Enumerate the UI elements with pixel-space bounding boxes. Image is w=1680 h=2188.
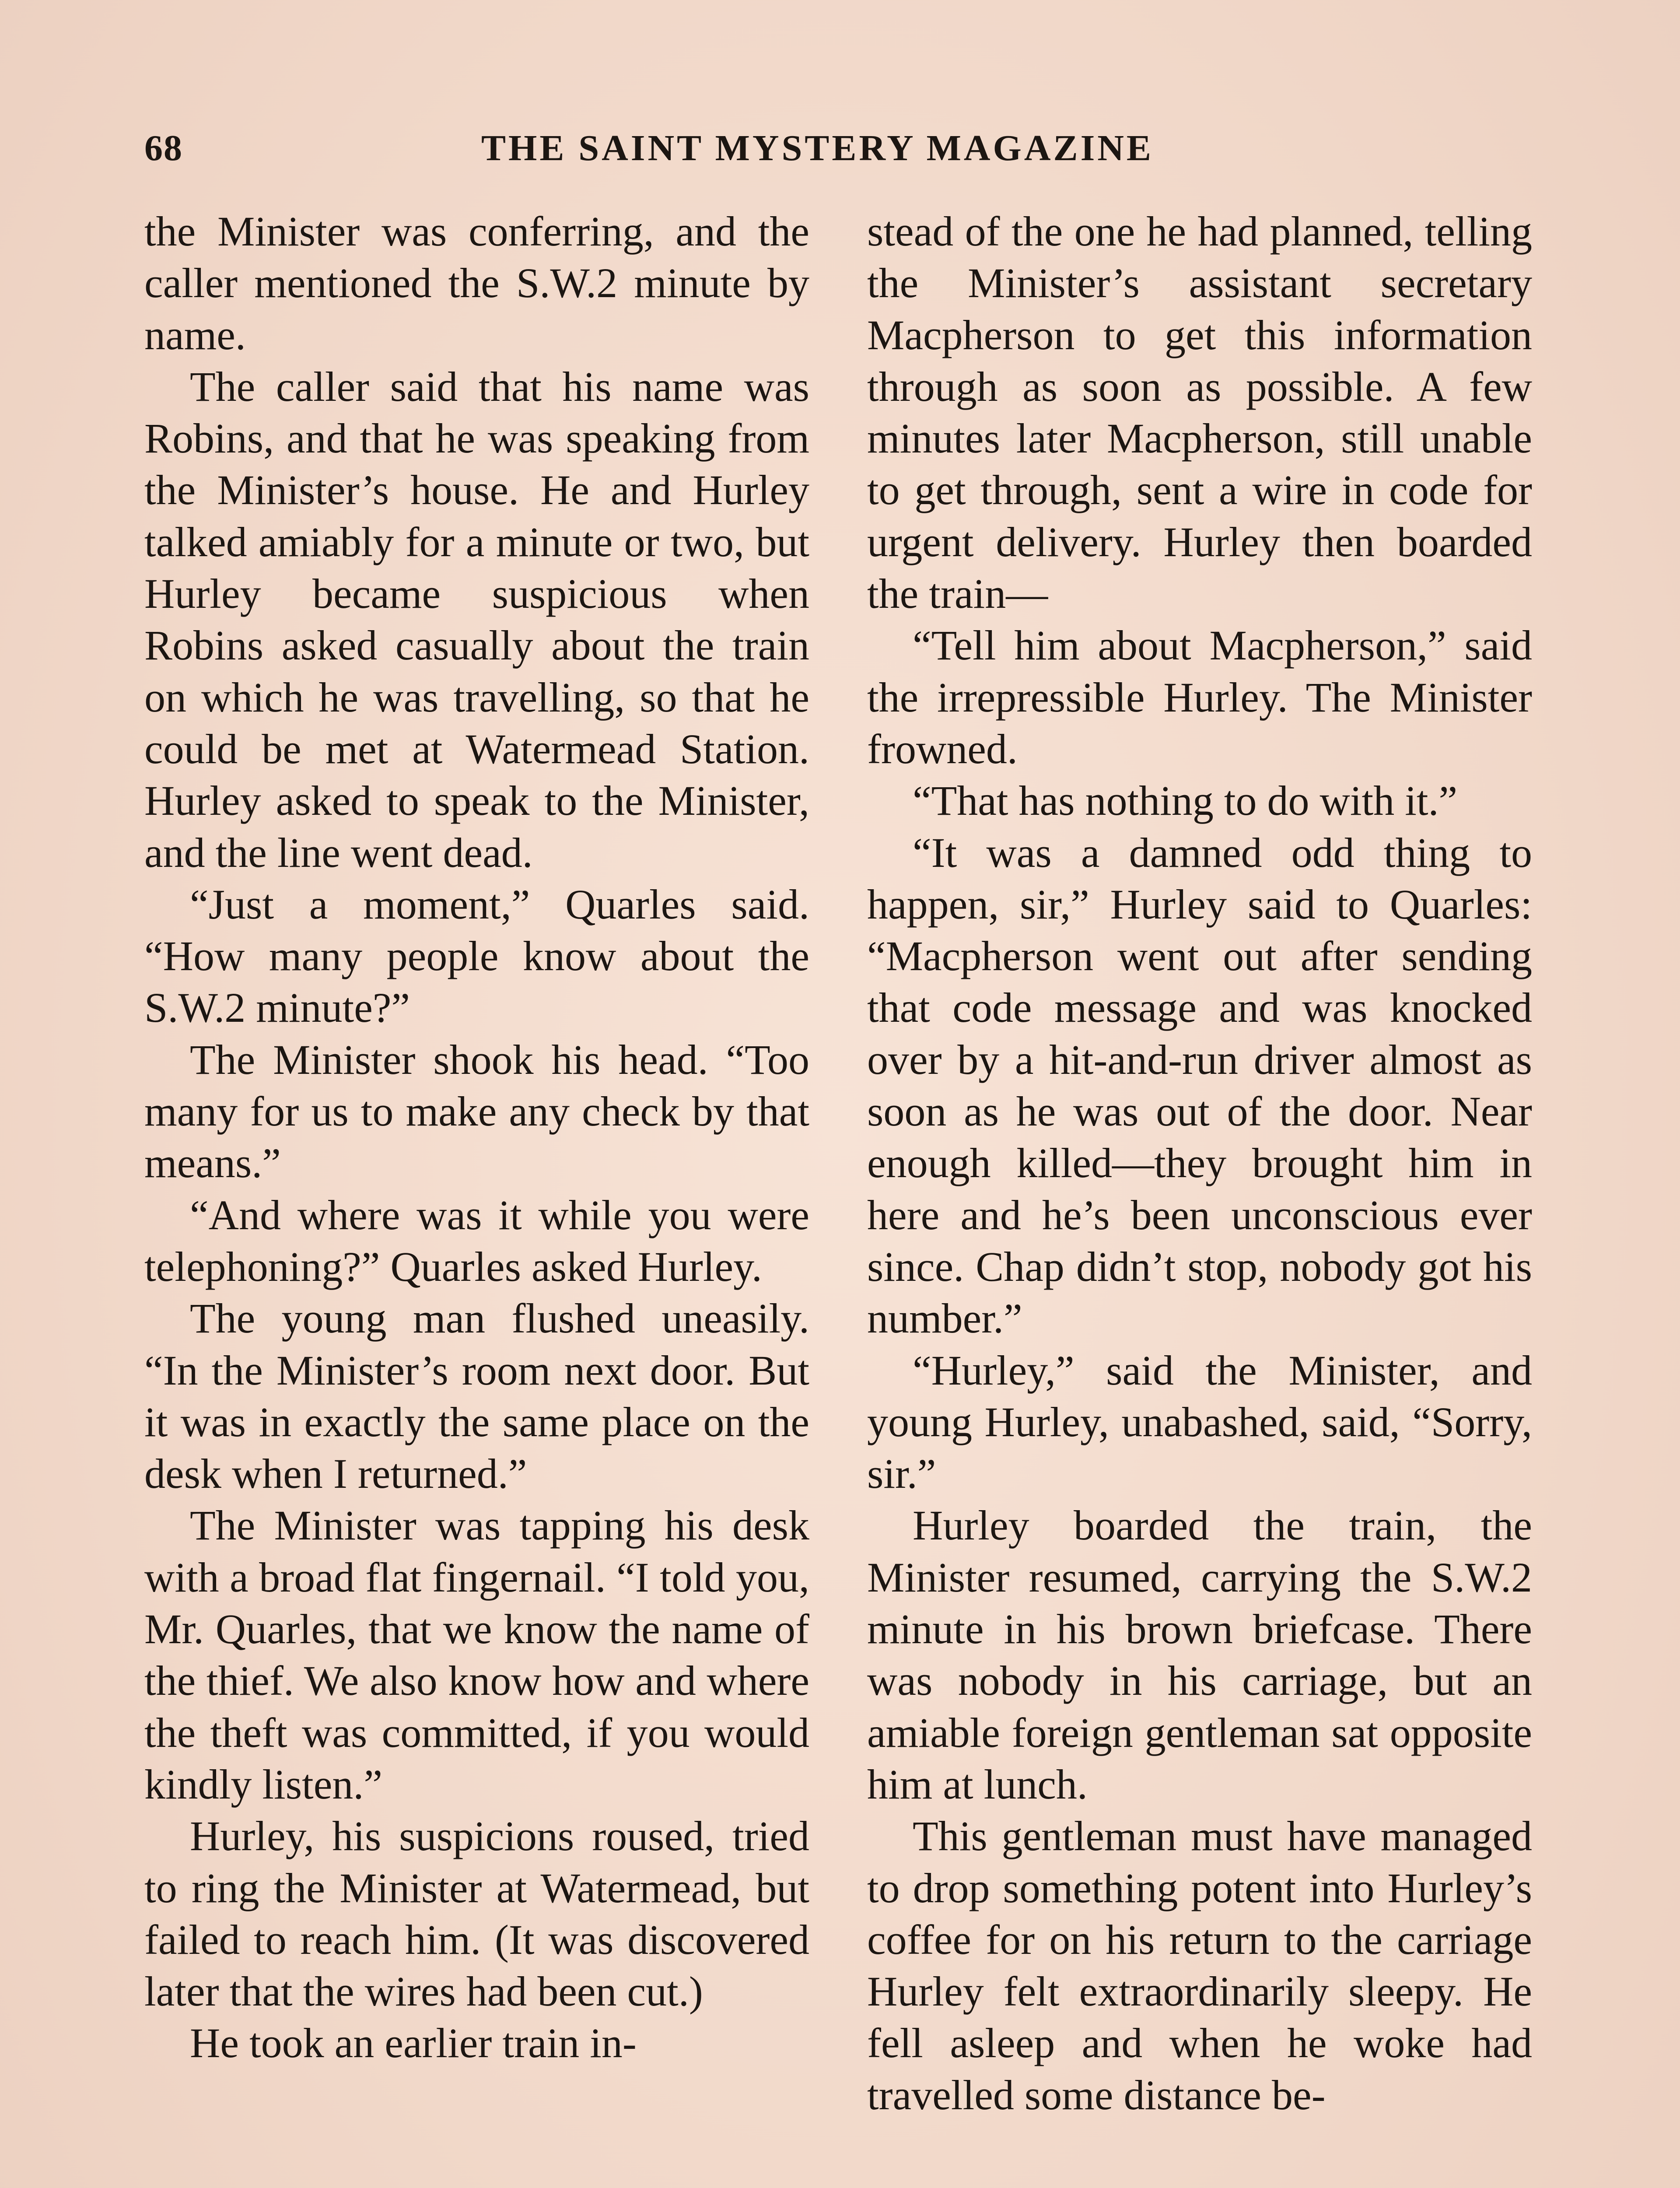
paragraph: “It was a damned odd thing to happen, sir,” Hurley said to Quarles: “Macpherson went out after sending that code message and was knocked over by a hit-and-run driver almost as soon as he was out of the door. Near enough killed—they brought him in here and he’s been unconscious ever since. Chap didn’t stop, nobody got his number.”: [867, 829, 1532, 1342]
paragraph: The Minister shook his head. “Too many for us to make any check by that means.”: [144, 1036, 809, 1187]
paragraph: Hurley, his suspicions roused, tried to ring the Minister at Watermead, but failed to reach him. (It was discovered later that the wires had been cut.): [144, 1813, 809, 2015]
paragraph: The young man flushed uneasily. “In the Minister’s room next door. But it was in exactly the same place on the desk when I returned.”: [144, 1295, 809, 1497]
paragraph: “Hurley,” said the Minister, and young Hurley, unabashed, said, “Sorry, sir.”: [867, 1346, 1532, 1497]
running-title: THE SAINT MYSTERY MAGAZINE: [481, 128, 1154, 168]
left-column: [144, 206, 809, 2069]
paragraph: “And where was it while you were telephoning?” Quarles asked Hurley.: [144, 1191, 809, 1290]
paragraph: The Minister was tapping his desk with a broad flat fingernail. “I told you, Mr. Quarles, that we know the name of the thief. We also know how and where the theft was committed, if you would kindly listen.”: [144, 1502, 809, 1808]
paragraph: This gentleman must have managed to drop something potent into Hurley’s coffee for on his return to the carriage Hurley felt extraordinarily sleepy. He fell asleep and when he woke had travelled some distance be-: [867, 1813, 1532, 2118]
paragraph: “That has nothing to do with it.”: [913, 777, 1458, 824]
paragraph: “Tell him about Macpherson,” said the irrepressible Hurley. The Minister frowned.: [867, 622, 1532, 772]
paragraph: Hurley boarded the train, the Minister resumed, carrying the S.W.2 minute in his brown briefcase. There was nobody in his carriage, but an amiable foreign gentleman sat opposite him at lunch.: [867, 1502, 1532, 1808]
paragraph: He took an earlier train in-: [190, 2020, 637, 2067]
page-number: 68: [144, 128, 183, 168]
paragraph: “Just a moment,” Quarles said. “How many people know about the S.W.2 minute?”: [144, 880, 809, 1031]
page-header: [144, 127, 1544, 188]
paragraph: stead of the one he had planned, telling the Minister’s assistant secretary Macpherson to get this information through as soon as possible. A few minutes later Macpherson, still unable to get through, sent a wire in code for urgent delivery. Hurley then boarded the train—: [867, 208, 1532, 617]
paragraph: the Minister was conferring, and the caller mentioned the S.W.2 minute by name.: [144, 208, 809, 358]
paragraph: The caller said that his name was Robins, and that he was speaking from the Minister’s house. He and Hurley talked amiably for a minute or two, but Hurley became suspicious when Robins asked casually about the train on which he was travelling, so that he could be met at Watermead Station. Hurley asked to speak to the Minister, and the line went dead.: [144, 363, 809, 876]
right-column: [867, 206, 1532, 2121]
